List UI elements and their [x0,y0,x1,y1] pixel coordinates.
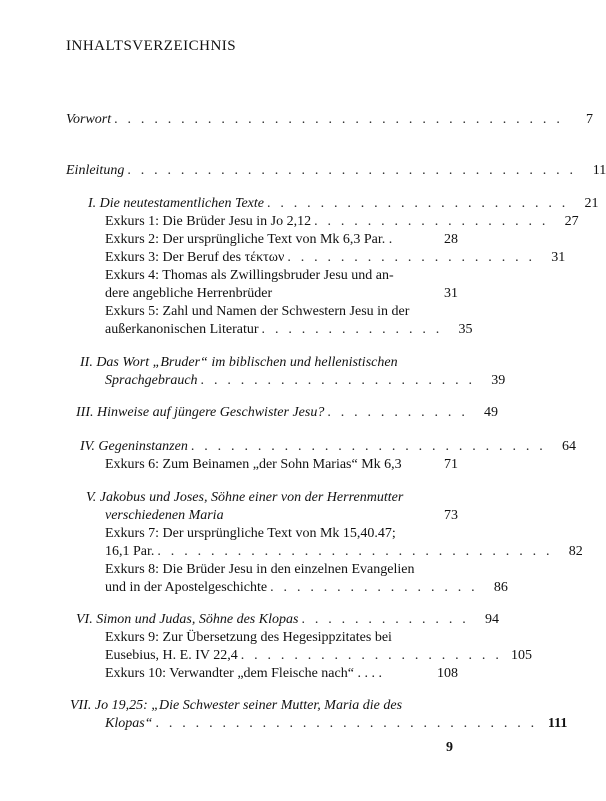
toc-entry-chapter-2-line-1: II. Das Wort „Bruder“ im biblischen und hellenistischen [80,355,398,370]
leader-dots: . . . . . . . . . . . . . . . . . . . [287,250,536,265]
toc-entry-chapter-4: IV. Gegeninstanzen . . . . . . . . . . . . . . . . . . . . . . . . . . . 64 [80,439,576,454]
toc-entry-exkurs-7-line-1: Exkurs 7: Der ursprüngliche Text von Mk 15,40.47; [105,526,396,541]
page-number: 71 [444,457,458,472]
page-number: 105 [511,648,533,663]
page-number: 111 [547,716,568,731]
toc-entry-chapter-2: Sprachgebrauch . . . . . . . . . . . . . . . . . . . . . 39 [105,373,506,388]
toc-entry-exkurs-3: Exkurs 3: Der Beruf des τέκτων . . . . . . . . . . . . . . . . . . . 31 [105,250,566,265]
leader-dots: . . . . . . . . . . . . . [301,612,469,627]
leader-dots: . . . . . . . . . . . . . . . . . . [314,214,549,229]
leader-dots: . . . . . . . . . . . . . . . . . . . . . . . . . . . . . . . . . . [114,112,564,127]
page-number: 11 [592,163,606,178]
page-number: 73 [444,508,458,523]
page-number: 49 [484,405,499,420]
toc-entry-exkurs-10: Exkurs 10: Verwandter „dem Fleische nach“ . . . . 108 [105,666,458,681]
toc-entry-chapter-5-line-1: V. Jakobus und Joses, Söhne einer von der Herrenmutter [86,490,404,505]
toc-entry-exkurs-2: Exkurs 2: Der ursprüngliche Text von Mk 6,3 Par. . 28 [105,232,458,247]
toc-entry-exkurs-8-line-1: Exkurs 8: Die Brüder Jesu in den einzelnen Evangelien [105,562,415,577]
toc-entry-chapter-7: Klopas“ . . . . . . . . . . . . . . . . . . . . . . . . . . . . . 111 [105,716,568,731]
toc-entry-exkurs-9: Eusebius, H. E. IV 22,4 . . . . . . . . . . . . . . . . . . . . 105 [105,648,533,663]
toc-entry-exkurs-5-line-1: Exkurs 5: Zahl und Namen der Schwestern Jesu in der [105,304,410,319]
toc-entry-exkurs-7: 16,1 Par. . . . . . . . . . . . . . . . . . . . . . . . . . . . . . . 82 [105,544,583,559]
toc-entry-chapter-6: VI. Simon und Judas, Söhne des Klopas . . . . . . . . . . . . . 94 [76,612,499,627]
toc-entry-vorwort: Vorwort . . . . . . . . . . . . . . . . . . . . . . . . . . . . . . . . . . 7 [66,112,594,127]
folio-page-number: 9 [446,740,453,755]
page-number: 31 [551,250,566,265]
page-number: 21 [584,196,599,211]
toc-entry-exkurs-9-line-1: Exkurs 9: Zur Übersetzung des Hegesippzitates bei [105,630,392,645]
toc-entry-exkurs-4-line-1: Exkurs 4: Thomas als Zwillingsbruder Jesu und an- [105,268,394,283]
toc-entry-exkurs-4: dere angebliche Herrenbrüder 31 [105,286,458,301]
page-number: 108 [437,666,458,681]
page-number: 35 [458,322,473,337]
page-heading: INHALTSVERZEICHNIS [66,38,237,54]
page-number: 94 [484,612,499,627]
page-number: 28 [444,232,458,247]
page-number: 64 [561,439,576,454]
page-number: 31 [444,286,458,301]
leader-dots: . . . . . . . . . . . . . . . . [270,580,478,595]
leader-dots: . . . . . . . . . . . . . . . . . . . . . . . [266,196,569,211]
leader-dots: . . . . . . . . . . . . . . . . . . . . . . . . . . . . . . . . . . [127,163,577,178]
leader-dots: . . . . . . . . . . . . . . . . . . . . . [200,373,476,388]
toc-entry-chapter-3: III. Hinweise auf jüngere Geschwister Jesu? . . . . . . . . . . . 49 [76,405,499,420]
leader-dots: . . . . . . . . . . . [327,405,469,420]
leader-dots: . . . . . . . . . . . . . . . . . . . . . . . . . . . . . [155,716,538,731]
leader-dots: . . . . . . . . . . . . . . . . . . . . . . . . . . . [190,439,546,454]
leader-dots: . . . . . . . . . . . . . . [261,322,443,337]
leader-dots: . . . . . . . . . . . . . . . . . . . . [240,648,503,663]
leader-dots: . . . . . . . . . . . . . . . . . . . . . . . . . . . . . . [157,544,553,559]
toc-entry-exkurs-6: Exkurs 6: Zum Beinamen „der Sohn Marias“ Mk 6,3 71 [105,457,458,472]
toc-entry-chapter-7-line-1: VII. Jo 19,25: „Die Schwester seiner Mutter, Maria die des [70,698,403,713]
toc-entry-exkurs-8: und in der Apostelgeschichte . . . . . . . . . . . . . . . . 86 [105,580,508,595]
toc-entry-exkurs-5: außerkanonischen Literatur . . . . . . . . . . . . . . 35 [105,322,473,337]
page-number: 7 [586,112,594,127]
toc-entry-chapter-1: I. Die neutestamentlichen Texte . . . . . . . . . . . . . . . . . . . . . . . 21 [88,196,599,211]
page-number: 86 [493,580,508,595]
page-number: 27 [564,214,579,229]
page-number: 39 [491,373,506,388]
toc-entry-chapter-5: verschiedenen Maria 73 [105,508,458,523]
toc-entry-einleitung: Einleitung . . . . . . . . . . . . . . . . . . . . . . . . . . . . . . . . . . 11 [66,163,606,178]
toc-entry-exkurs-1: Exkurs 1: Die Brüder Jesu in Jo 2,12 . . . . . . . . . . . . . . . . . . 27 [105,214,579,229]
page-number: 82 [568,544,583,559]
